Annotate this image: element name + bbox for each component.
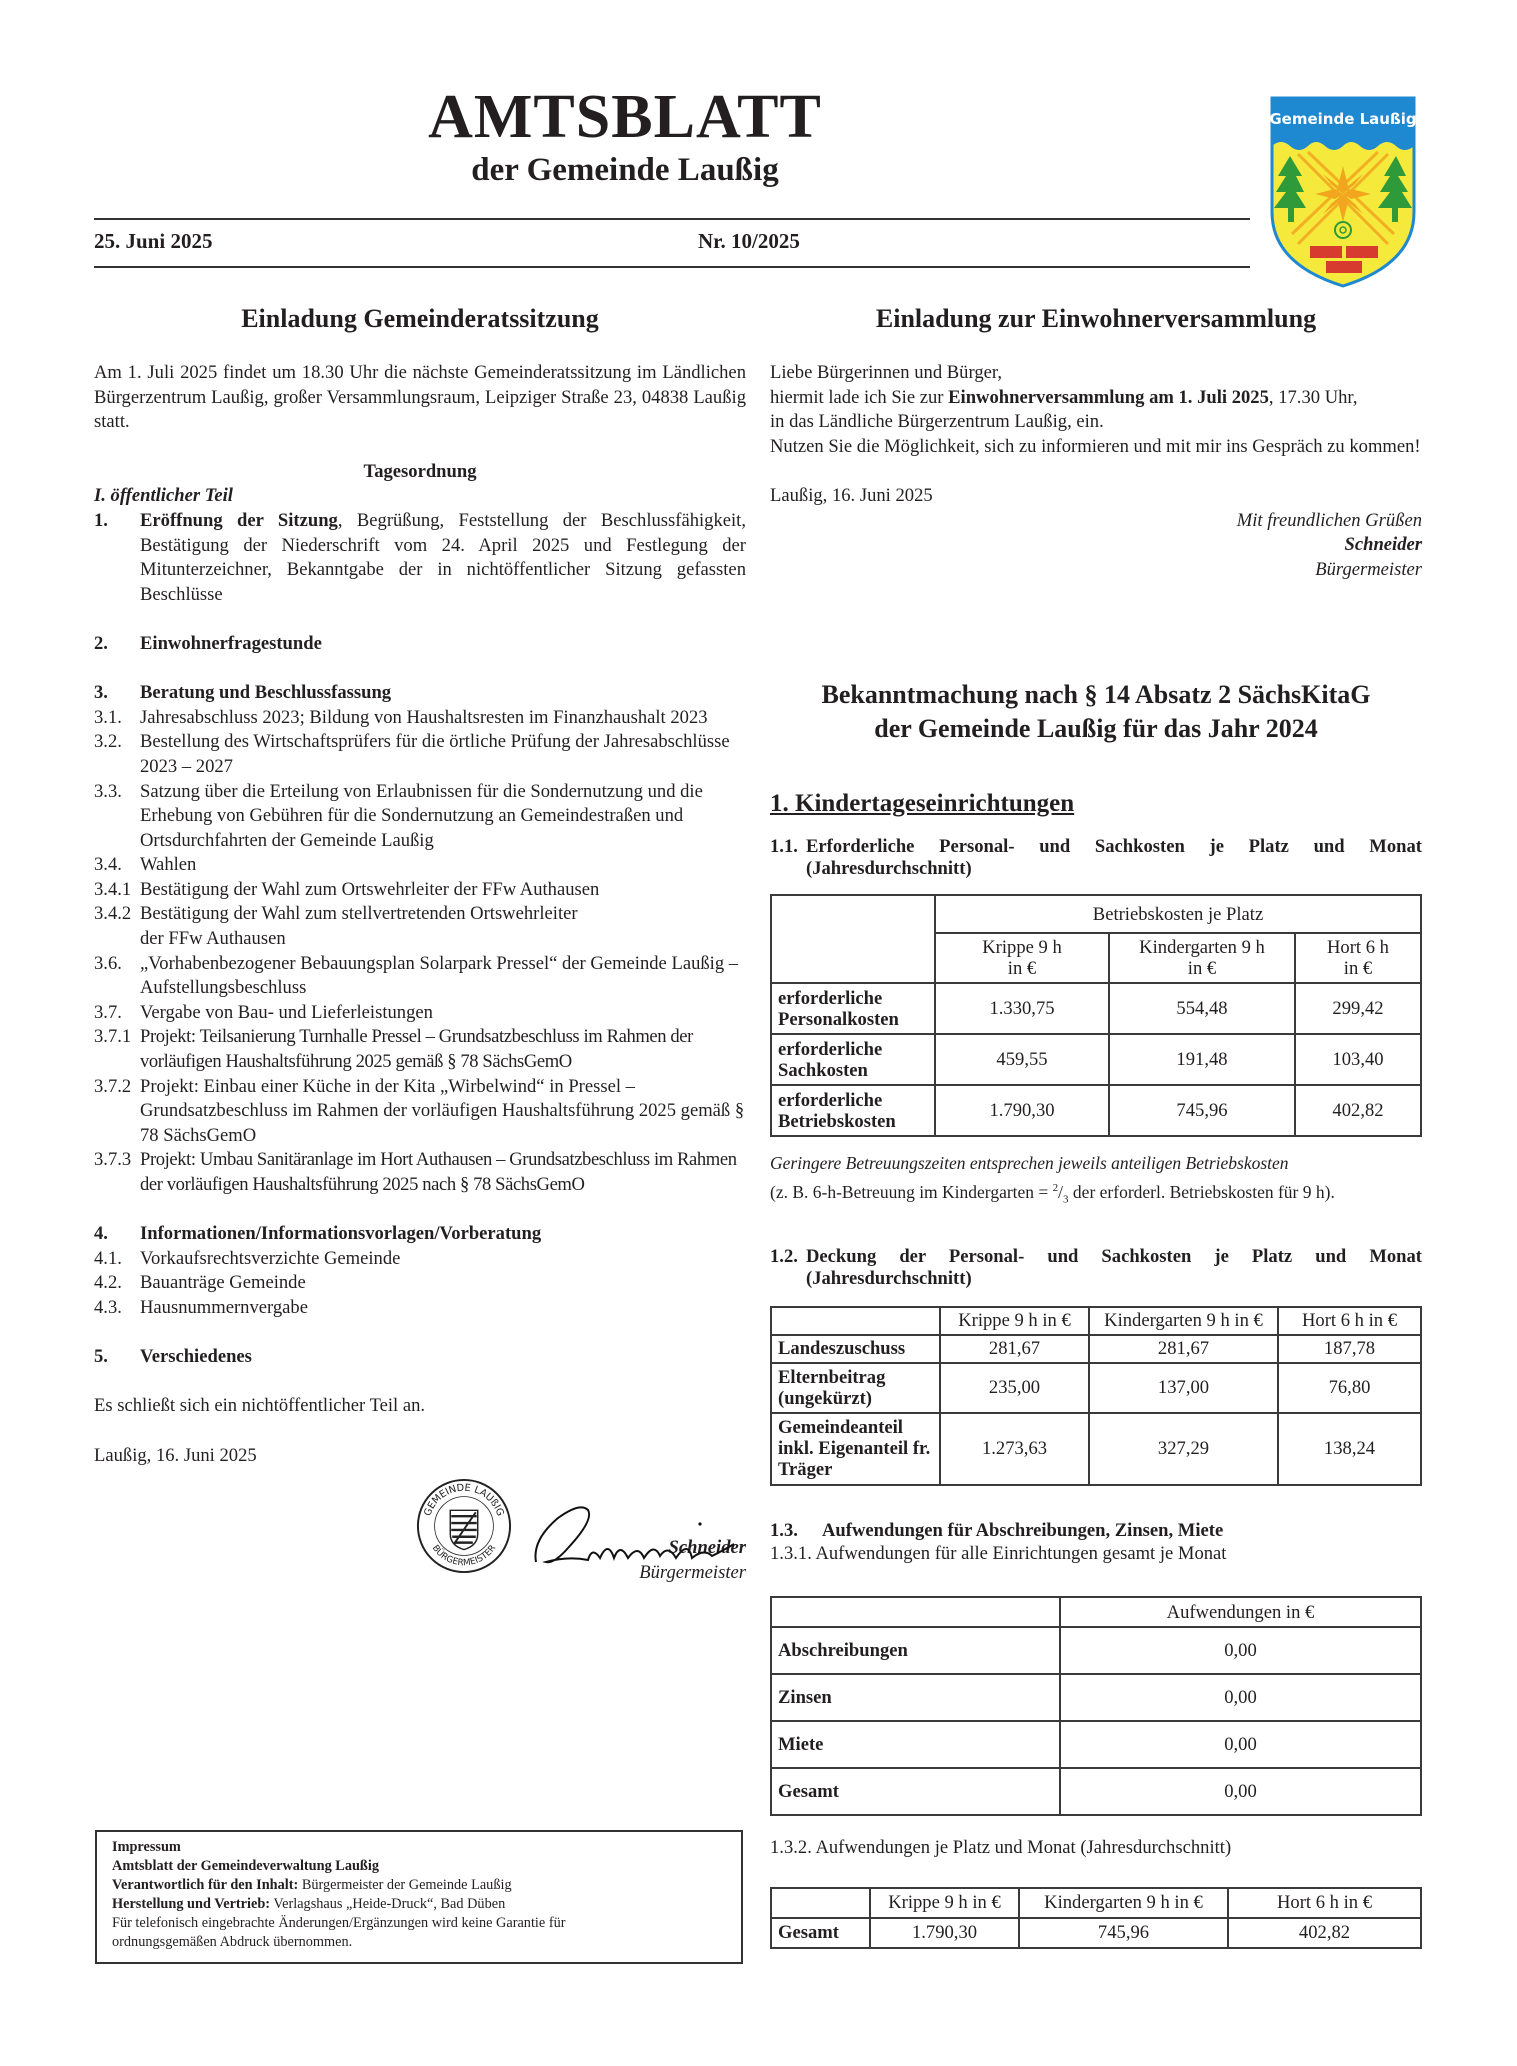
residents-invitation-line: hiermit lade ich Sie zur Einwohnerversammlung am 1. Juli 2025, 17.30 Uhr,: [770, 386, 1358, 408]
agenda-item-1: 1. Eröffnung der Sitzung, Begrüßung, Feststellung der Beschlussfähigkeit, Bestätigung der Niederschrift vom 24. April 2025 und Festlegung der Mitunterzeichner, Bekanntgabe der in nichtöffentlicher Sitzung gefassten Beschlüsse: [94, 509, 746, 605]
kita-note: (z. B. 6-h-Betreuung im Kindergarten = $^2/_3$ der erforderl. Betriebskosten für 9 h).: [770, 1181, 1335, 1205]
impressum-production: Herstellung und Vertrieb: Verlagshaus „Heide-Druck“, Bad Düben: [112, 1896, 506, 1912]
residents-signer-role: Bürgermeister: [1315, 558, 1422, 580]
council-intro: Am 1. Juli 2025 findet um 18.30 Uhr die nächste Gemeinderatssitzung im Ländlichen Bürgerzentrum Laußig, großer Versammlungsraum, Leipziger Straße 23, 04838 Laußig statt.: [94, 362, 746, 433]
agenda-part-title: I. öffentlicher Teil: [94, 485, 233, 507]
kita-section-1-heading: 1. Kindertageseinrichtungen: [770, 790, 1075, 817]
agenda-item-5: 5. Verschiedenes: [94, 1346, 252, 1368]
agenda-item-2: 2. Einwohnerfragestunde: [94, 632, 322, 654]
table-row: erforderliche Betriebskosten 1.790,30 745,96 402,82: [771, 1085, 1421, 1136]
table-row: Elternbeitrag (ungekürzt) 235,00 137,00 76,80: [771, 1363, 1421, 1413]
kita-announcement-section: [770, 678, 1422, 1949]
kita-section-1-1-heading: 1.1. Erforderliche Personal- und Sachkosten je Platz und Monat (Jahresdurchschnitt): [770, 836, 1422, 879]
issue-number: Nr. 10/2025: [698, 229, 800, 253]
agenda-item-4-3: 4.3. Hausnummernvergabe: [94, 1296, 308, 1318]
kita-section-1-3-1: 1.3.1. Aufwendungen für alle Einrichtungen gesamt je Monat: [770, 1542, 1227, 1564]
svg-text:GEMEINDE LAUßIG: GEMEINDE LAUßIG: [422, 1482, 506, 1518]
table-group-header: Betriebskosten je Platz: [935, 895, 1421, 933]
agenda-item-3-1: 3.1. Jahresabschluss 2023; Bildung von Haushaltsresten im Finanzhaushalt 2023: [94, 706, 708, 728]
table-operating-costs: Betriebskosten je Platz Krippe 9 h in € Kindergarten 9 h in € Hort 6 h in € erforderliche Personalkosten 1.330,75 554,48 299,42 erforderliche Sachkosten 459,55 191,48 103,40 erforderliche Betriebskosten 1.790,30 745,96 402,82: [770, 894, 1422, 1137]
council-heading: Einladung Gemeinderatssitzung: [241, 304, 599, 333]
council-place-date: Laußig, 16. Juni 2025: [94, 1444, 257, 1466]
impressum-box: [95, 1830, 743, 1964]
table-expenses-per-place: Krippe 9 h in € Kindergarten 9 h in € Hort 6 h in € Gesamt 1.790,30 745,96 402,82: [770, 1887, 1422, 1949]
table-row: Gesamt 0,00: [771, 1768, 1421, 1815]
impressum-publisher: Amtsblatt der Gemeindeverwaltung Laußig: [112, 1858, 380, 1874]
masthead-rule-bottom: [94, 266, 1250, 268]
kita-section-1-2-heading: 1.2. Deckung der Personal- und Sachkosten je Platz und Monat (Jahresdurchschnitt): [770, 1245, 1422, 1289]
agenda-item-3-4-2: 3.4.2 Bestätigung der Wahl zum stellvertretenden Ortswehrleiter der FFw Authausen: [94, 903, 578, 950]
table-expenses-total: Aufwendungen in € Abschreibungen 0,00 Zinsen 0,00 Miete 0,00 Gesamt 0,00: [770, 1596, 1422, 1816]
coat-of-arms-icon: [1268, 94, 1418, 290]
kita-section-1-3-heading: 1.3. Aufwendungen für Abschreibungen, Zinsen, Miete: [770, 1519, 1224, 1541]
agenda-item-3: 3. Beratung und Beschlussfassung: [94, 682, 392, 704]
impressum-disclaimer: Für telefonisch eingebrachte Änderungen/Ergänzungen wird keine Garantie für ordnungsgemäßen Abdruck übernommen.: [112, 1915, 566, 1950]
residents-regards: Mit freundlichen Grüßen: [1236, 509, 1422, 531]
agenda-item-4-2: 4.2. Bauanträge Gemeinde: [94, 1272, 306, 1294]
agenda-item-3-4: 3.4. Wahlen: [94, 854, 197, 876]
table-cost-coverage: Krippe 9 h in € Kindergarten 9 h in € Hort 6 h in € Landeszuschuss 281,67 281,67 187,78 Elternbeitrag (ungekürzt) 235,00 137,00 76,80 Gemeindeanteil inkl. Eigenanteil fr. Träger 1.273,63 327,29 138,24: [770, 1306, 1422, 1486]
masthead-subtitle: der Gemeinde Laußig: [471, 152, 779, 188]
table-row: Zinsen 0,00: [771, 1674, 1421, 1721]
table-row: Landeszuschuss 281,67 281,67 187,78: [771, 1335, 1421, 1363]
residents-assembly-section: [770, 300, 1422, 582]
impressum-title: Impressum: [112, 1839, 181, 1855]
agenda-item-3-4-1: 3.4.1 Bestätigung der Wahl zum Ortswehrleiter der FFw Authausen: [94, 878, 600, 900]
table-row: Gemeindeanteil inkl. Eigenanteil fr. Träger 1.273,63 327,29 138,24: [771, 1413, 1421, 1485]
kita-heading-line1: Bekanntmachung nach § 14 Absatz 2 SächsKitaG: [821, 680, 1371, 709]
masthead-rule-top: [94, 218, 1250, 220]
impressum-responsible: Verantwortlich für den Inhalt: Bürgermeister der Gemeinde Laußig: [112, 1877, 512, 1893]
residents-call-to-action: Nutzen Sie die Möglichkeit, sich zu informieren und mit mir ins Gespräch zu kommen!: [770, 435, 1421, 457]
kita-note-italic: Geringere Betreuungszeiten entsprechen jeweils anteiligen Betriebskosten: [770, 1153, 1289, 1173]
agenda-item-4-1: 4.1. Vorkaufsrechtsverzichte Gemeinde: [94, 1247, 401, 1269]
council-signer: Schneider: [668, 1537, 746, 1559]
residents-heading: Einladung zur Einwohnerversammlung: [875, 304, 1317, 333]
table-row: Miete 0,00: [771, 1721, 1421, 1768]
issue-date: 25. Juni 2025: [94, 229, 213, 253]
official-seal-icon: [415, 1477, 513, 1575]
residents-greeting: Liebe Bürgerinnen und Bürger,: [770, 362, 1002, 383]
table-row: Abschreibungen 0,00: [771, 1627, 1421, 1674]
table-row: Gesamt 1.790,30 745,96 402,82: [771, 1918, 1421, 1948]
agenda-item-3-7-2: 3.7.2 Projekt: Einbau einer Küche in der Kita „Wirbelwind“ in Pressel – Grundsatzbeschluss im Rahmen der vorläufigen Haushaltsführung 2025 gemäß § 78 SächsGemO: [94, 1075, 745, 1146]
agenda-item-3-7-1: 3.7.1 Projekt: Teilsanierung Turnhalle Pressel – Grundsatzbeschluss im Rahmen der vorläufigen Haushaltsführung 2025 gemäß § 78 SächsGemO: [94, 1026, 693, 1073]
table-row: erforderliche Sachkosten 459,55 191,48 103,40: [771, 1034, 1421, 1085]
agenda-item-3-6: 3.6. „Vorhabenbezogener Bebauungsplan Solarpark Pressel“ der Gemeinde Laußig – Aufstellungsbeschluss: [94, 952, 739, 999]
agenda-item-3-7-3: 3.7.3 Projekt: Umbau Sanitäranlage im Hort Authausen – Grundsatzbeschluss im Rahmen der vorläufigen Haushaltsführung 2025 nach § 78 SächsGemO: [94, 1149, 737, 1195]
svg-text:Gemeinde Laußig: Gemeinde Laußig: [1269, 110, 1417, 128]
residents-place-date: Laußig, 16. Juni 2025: [770, 484, 933, 506]
signature-icon: [528, 1500, 744, 1572]
kita-section-1-3-2: 1.3.2. Aufwendungen je Platz und Monat (Jahresdurchschnitt): [770, 1837, 1232, 1859]
agenda-title: Tagesordnung: [363, 460, 477, 482]
kita-heading-line2: der Gemeinde Laußig für das Jahr 2024: [874, 714, 1318, 743]
svg-text:BÜRGERMEISTER: BÜRGERMEISTER: [429, 1543, 499, 1569]
council-invitation-section: [94, 300, 746, 1585]
residents-signer: Schneider: [1344, 534, 1422, 556]
agenda-item-3-3: 3.3. Satzung über die Erteilung von Erlaubnissen für die Sondernutzung und die Erhebung von Gebühren für die Sondernutzung an Gemeindestraßen und Ortsdurchfahrten der Gemeinde Laußig: [94, 780, 703, 851]
masthead-title: AMTSBLATT: [428, 83, 822, 151]
council-signer-role: Bürgermeister: [639, 1561, 746, 1583]
council-closing: Es schließt sich ein nichtöffentlicher Teil an.: [94, 1395, 426, 1417]
table-row: erforderliche Personalkosten 1.330,75 554,48 299,42: [771, 983, 1421, 1034]
agenda-item-3-2: 3.2. Bestellung des Wirtschaftsprüfers für die örtliche Prüfung der Jahresabschlüsse 2023 – 2027: [94, 731, 730, 777]
agenda-item-3-7: 3.7. Vergabe von Bau- und Lieferleistungen: [94, 1001, 433, 1023]
residents-location: in das Ländliche Bürgerzentrum Laußig, ein.: [770, 411, 1104, 433]
agenda-item-4: 4. Informationen/Informationsvorlagen/Vorberatung: [94, 1223, 542, 1245]
